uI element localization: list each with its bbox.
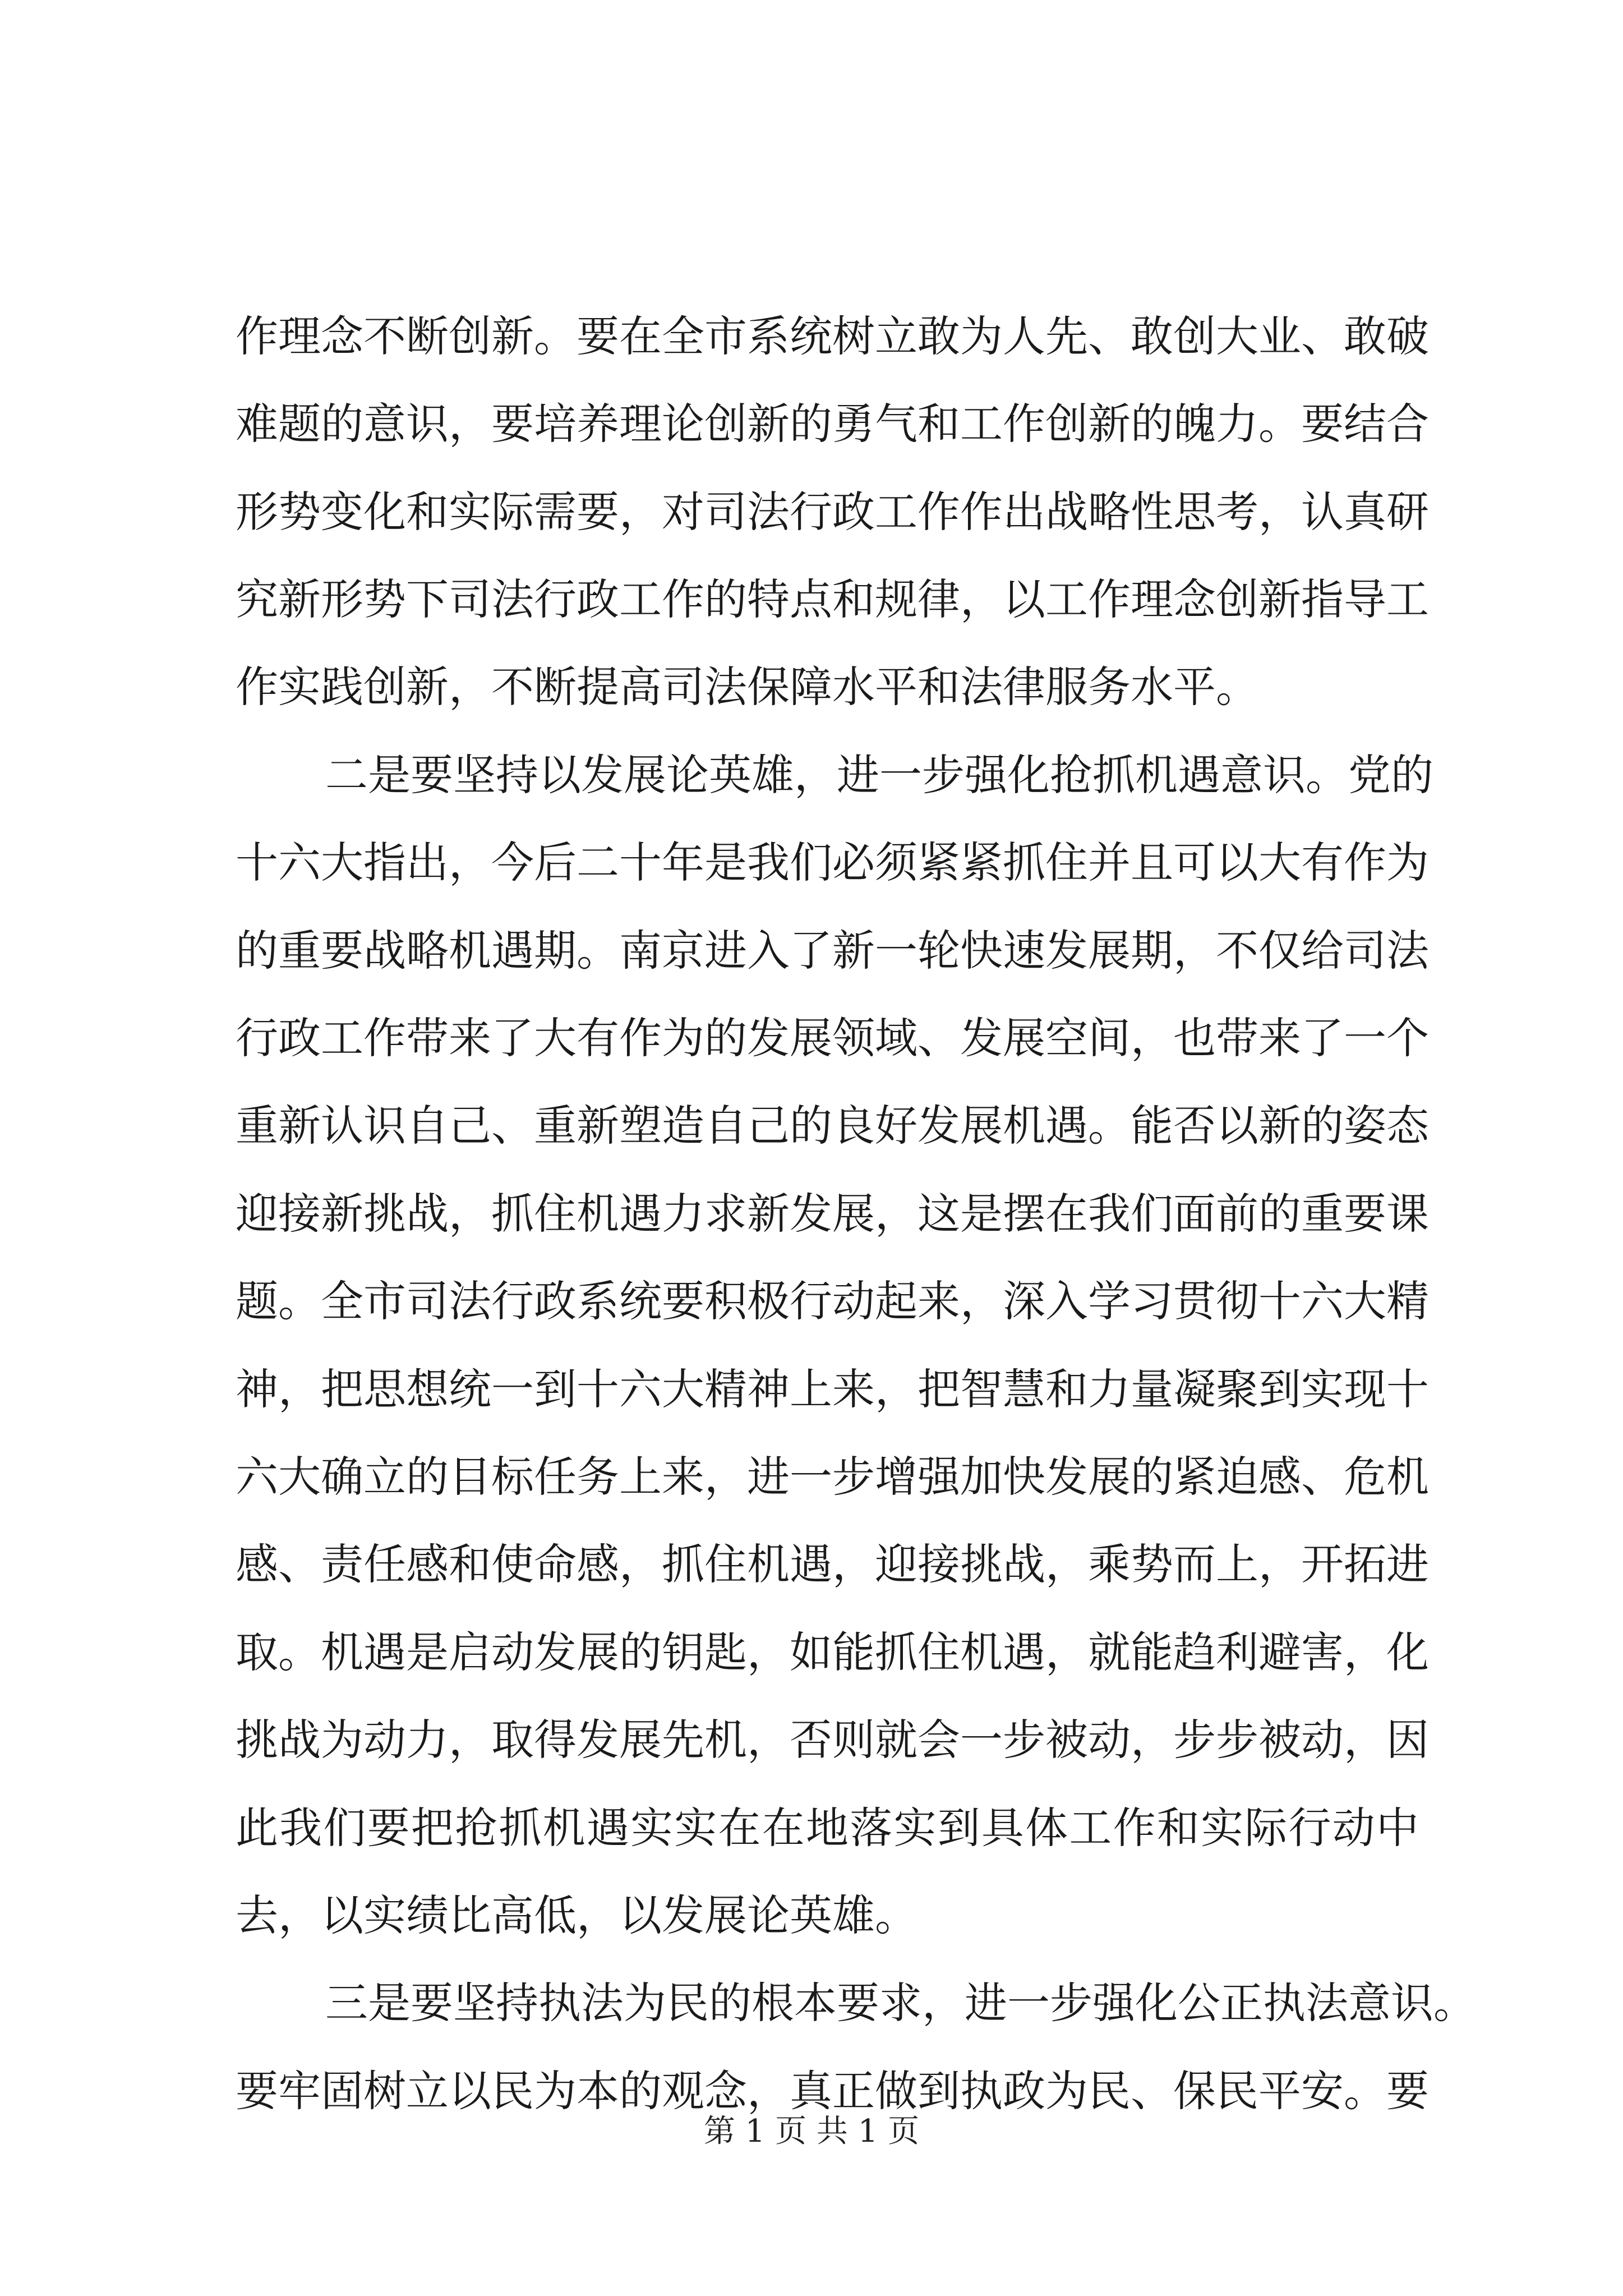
text-line: 要牢固树立以民为本的观念，真正做到执政为民、保民平安。要 [236,2066,1429,2116]
text-line: 去，以实绩比高低，以发展论英雄。 [236,1890,917,1940]
text-line: 十六大指出，今后二十年是我们必须紧紧抓住并且可以大有作为 [236,838,1429,887]
text-line: 六大确立的目标任务上来，进一步增强加快发展的紧迫感、危机 [236,1452,1429,1502]
text-line: 感、责任感和使命感，抓住机遇，迎接挑战，乘势而上，开拓进 [236,1539,1429,1589]
text-line: 此我们要把抢抓机遇实实在在地落实到具体工作和实际行动中 [236,1803,1419,1853]
paragraph-first-line: 二是要坚持以发展论英雄，进一步强化抢抓机遇意识。党的 [325,750,1433,800]
text-line: 作实践创新，不断提高司法保障水平和法律服务水平。 [236,662,1258,712]
text-line: 题。全市司法行政系统要积极行动起来，深入学习贯彻十六大精 [236,1276,1429,1326]
text-line: 神，把思想统一到十六大精神上来，把智慧和力量凝聚到实现十 [236,1364,1429,1414]
text-line: 迎接新挑战，抓住机遇力求新发展，这是摆在我们面前的重要课 [236,1189,1429,1239]
text-line: 取。机遇是启动发展的钥匙，如能抓住机遇，就能趋利避害，化 [236,1627,1429,1677]
text-line: 难题的意识，要培养理论创新的勇气和工作创新的魄力。要结合 [236,399,1429,449]
text-line: 重新认识自己、重新塑造自己的良好发展机遇。能否以新的姿态 [236,1101,1429,1151]
page-footer: 第 1 页 共 1 页 [703,2113,920,2150]
text-line: 作理念不断创新。要在全市系统树立敢为人先、敢创大业、敢破 [236,311,1429,361]
paragraph-first-line: 三是要坚持执法为民的根本要求，进一步强化公正执法意识。 [325,1978,1476,2028]
text-line: 挑战为动力，取得发展先机，否则就会一步被动，步步被动，因 [236,1715,1429,1765]
text-line: 行政工作带来了大有作为的发展领域、发展空间，也带来了一个 [236,1013,1429,1063]
text-line: 究新形势下司法行政工作的特点和规律，以工作理念创新指导工 [236,574,1429,624]
text-line: 的重要战略机遇期。南京进入了新一轮快速发展期，不仅给司法 [236,926,1429,976]
text-line: 形势变化和实际需要，对司法行政工作作出战略性思考，认真研 [236,487,1429,537]
